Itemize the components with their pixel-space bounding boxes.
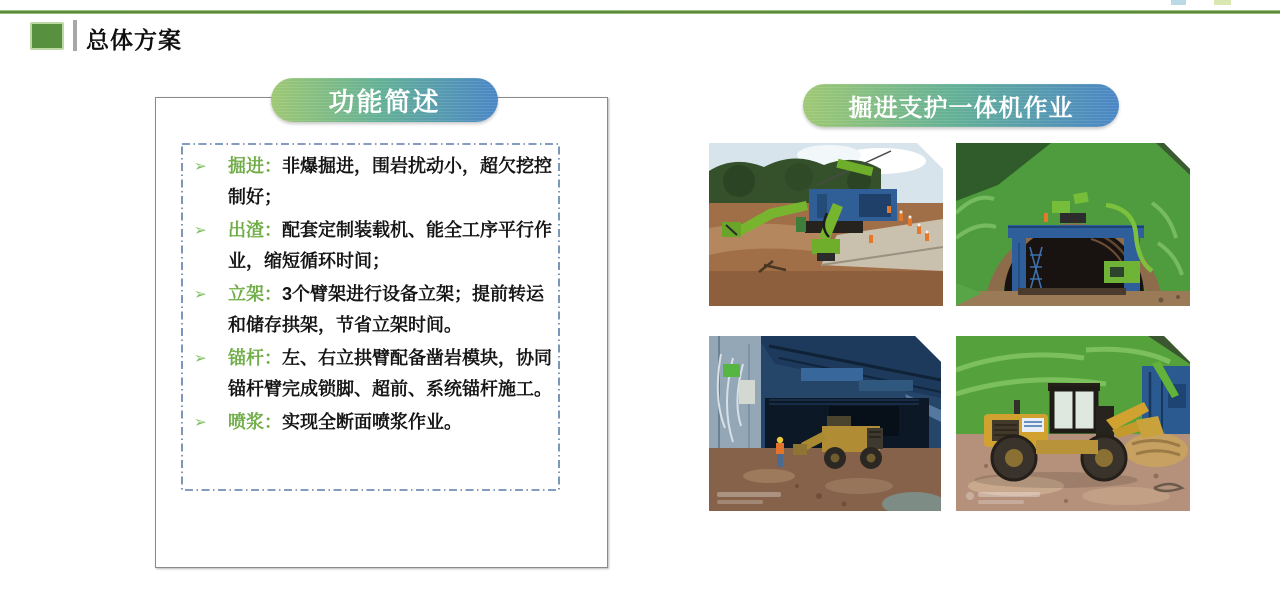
top-accent-line	[0, 10, 1280, 14]
arrow-bullet-icon: ➢	[194, 286, 207, 303]
open-air-rig-illustration	[709, 143, 943, 306]
tunnel-interior-loader-photo	[709, 336, 941, 511]
list-item	[181, 407, 560, 438]
operation-header-label: 掘进支护一体机作业	[848, 95, 1074, 122]
item-keyword: 掘进：	[228, 156, 282, 176]
tunnel-interior-illustration	[709, 336, 941, 511]
title-divider-bar	[73, 20, 77, 51]
item-keyword: 喷浆：	[228, 412, 282, 432]
item-keyword: 出渣：	[228, 220, 282, 240]
arrow-bullet-icon: ➢	[194, 158, 207, 175]
item-text: 3个臂架进行设备立架；提前转运和储存拱架，节省立架时间。	[228, 284, 545, 335]
tunnel-portal-gantry-photo	[956, 143, 1190, 306]
logo-remnant-icon	[1214, 0, 1231, 5]
wheel-loader-mucking-photo	[956, 336, 1190, 511]
wheel-loader-illustration	[956, 336, 1190, 511]
arrow-bullet-icon: ➢	[194, 222, 207, 239]
function-list	[181, 151, 560, 440]
item-text: 非爆掘进，围岩扰动小，超欠挖控制好；	[228, 156, 552, 207]
logo-remnant-icon	[1171, 0, 1186, 5]
function-summary-header-pill	[271, 78, 498, 122]
tunnel-portal-illustration	[956, 143, 1190, 306]
open-air-excavation-rig-photo	[709, 143, 943, 306]
item-text: 实现全断面喷浆作业。	[282, 412, 462, 432]
item-text: 配套定制装载机、能全工序平行作业，缩短循环时间；	[228, 220, 552, 271]
list-item	[181, 151, 560, 213]
item-keyword: 立架：	[228, 284, 282, 304]
item-text: 左、右立拱臂配备凿岩模块，协同锚杆臂完成锁脚、超前、系统锚杆施工。	[228, 348, 552, 399]
list-item	[181, 279, 560, 341]
item-keyword: 锚杆：	[228, 348, 282, 368]
title-square-icon	[30, 22, 64, 50]
function-summary-header-label: 功能简述	[328, 86, 441, 117]
arrow-bullet-icon: ➢	[194, 350, 207, 367]
list-item	[181, 215, 560, 277]
operation-header-pill	[803, 84, 1119, 127]
list-item	[181, 343, 560, 405]
arrow-bullet-icon: ➢	[194, 414, 207, 431]
page-title: 总体方案	[86, 27, 182, 53]
